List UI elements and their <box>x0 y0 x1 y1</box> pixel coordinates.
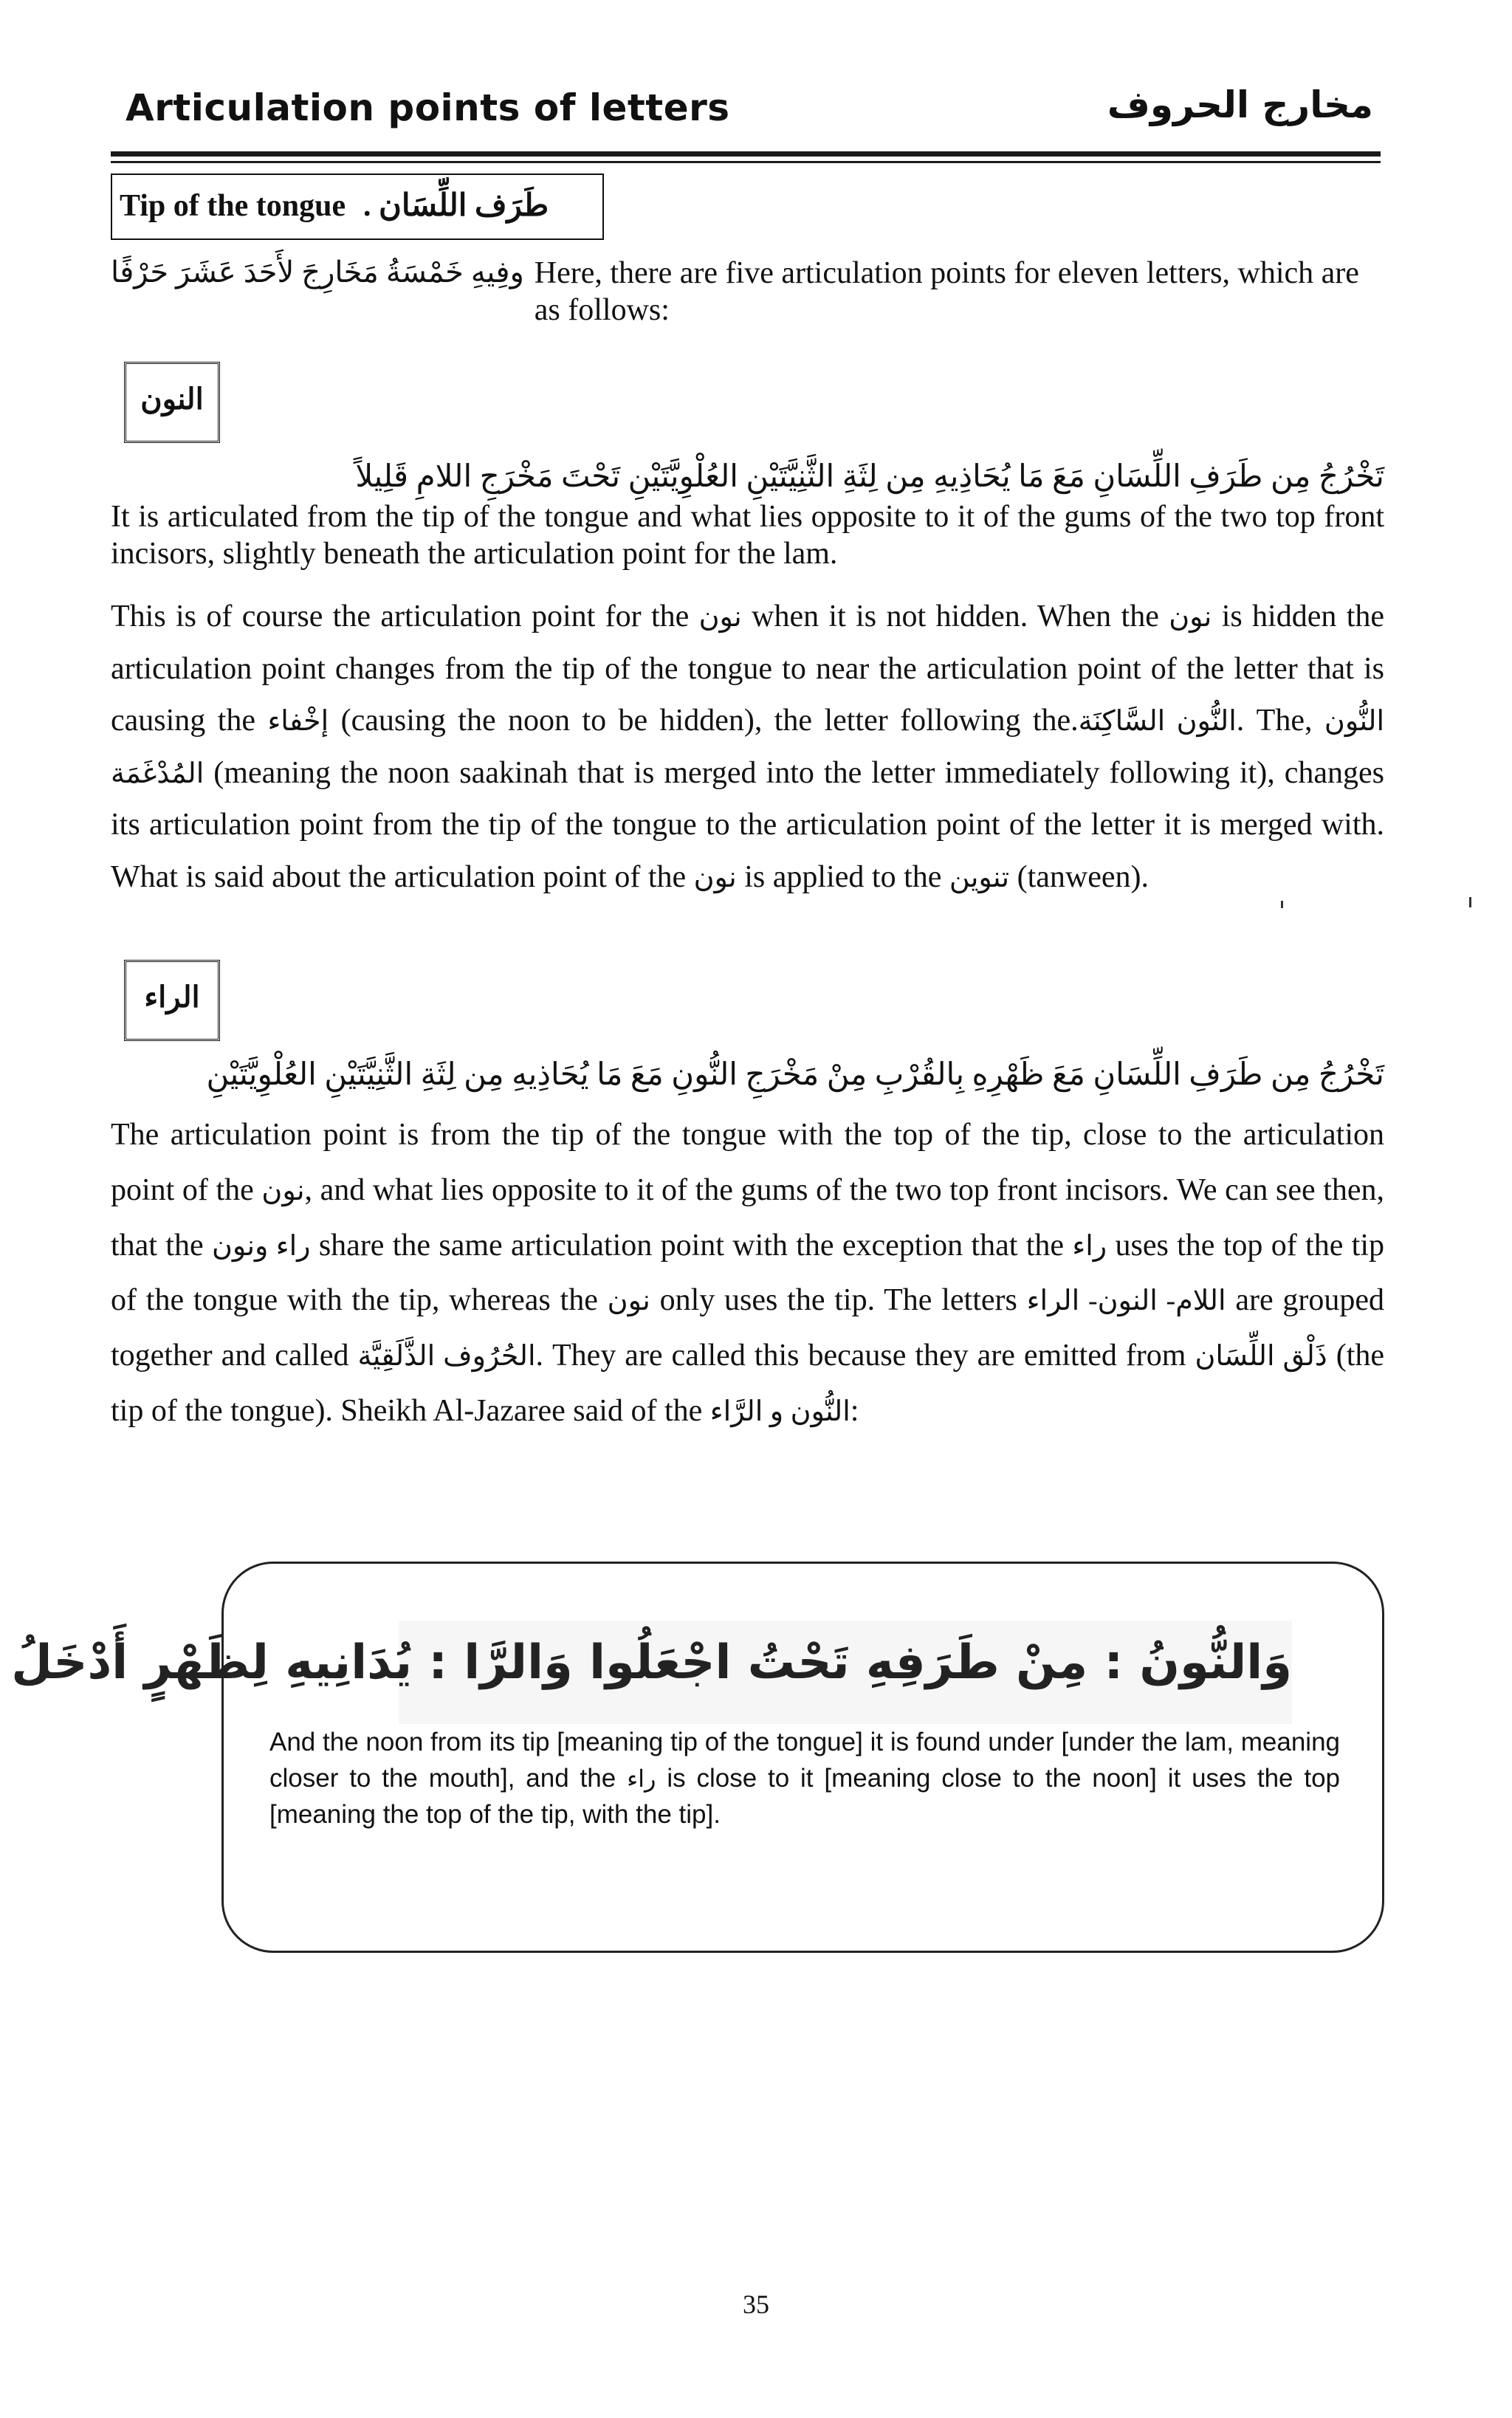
arabic-term: نون <box>1169 602 1212 633</box>
header-rule-thick <box>111 151 1381 157</box>
arabic-term: النُّون و الرَّاء <box>709 1395 850 1427</box>
noon-paragraph-2 <box>111 591 1384 903</box>
text-run: And the noon from its tip [meaning tip of the tongue] it is found under [under the lam, meaning closer to the mouth], and the <box>269 1728 1340 1793</box>
arabic-term: نون <box>693 862 737 893</box>
text-run: is close to it [meaning close to the noon] it uses the top [meaning the top of the tip, with the tip]. <box>269 1764 1340 1829</box>
text-run: : <box>850 1393 859 1428</box>
margin-mark <box>1281 901 1283 908</box>
letter-box-raa-label: الراء <box>144 980 200 1014</box>
margin-mark <box>1469 897 1471 907</box>
arabic-term: راء <box>1072 1230 1107 1262</box>
page-title-arabic: مخارج الحروف <box>1107 83 1373 126</box>
text-run: when it is not hidden. When the <box>752 600 1159 633</box>
noon-paragraph-1: It is articulated from the tip of the tongue and what lies opposite to it of the gums of the two top front incisors, slightly beneath the articulation point for the lam. <box>111 500 1384 571</box>
arabic-term: الحُرُوف الذَّلَقِيَّة <box>357 1341 536 1372</box>
text-run: is applied to the <box>744 859 942 894</box>
text-run: is hidden the articulation point changes from the tip of the tongue to near the articulation point of the letter that is causing the <box>111 600 1385 738</box>
text-run: (the tip of the tongue). Sheikh Al-Jazaree said of the <box>111 1339 1385 1428</box>
arabic-term: اللام- النون- الراء <box>1026 1285 1226 1317</box>
page-title: Articulation points of letters <box>126 86 730 129</box>
intro-arabic: وفِيهِ خَمْسَةُ مَخَارِجَ لأَحَدَ عَشَرَ حَرْفًا <box>111 255 524 289</box>
text-run: . They are called this because they are emitted from <box>535 1339 1186 1373</box>
intro-paragraph <box>111 255 1384 329</box>
arabic-term: النُّون المُدْغَمَة <box>111 706 1385 789</box>
header-rule-thin <box>111 161 1381 163</box>
text-run: uses the top of the tip of the tongue with the tip, whereas the <box>111 1228 1385 1318</box>
raa-paragraph <box>111 1107 1384 1439</box>
arabic-term: نون <box>261 1175 305 1206</box>
noon-arabic-description: تَخْرُجُ مِن طَرَفِ اللِّسَانِ مَعَ مَا يُحَاذِيهِ مِن لِثَةِ الثَّنِيَّتَيْنِ العُلْوِيَّتَيْنِ تَحْتَ مَخْرَجِ اللامِ قَلِيلاً <box>355 460 1384 494</box>
poem-verse-image <box>11 1621 1292 1724</box>
arabic-term: تنوين <box>949 862 1010 893</box>
text-run: only uses the tip. The letters <box>659 1283 1017 1318</box>
text-run: share the same articulation point with the exception that the <box>318 1228 1065 1263</box>
arabic-term: راء ونون <box>211 1230 311 1262</box>
arabic-term: ذَلْق اللِّسَان <box>1195 1341 1327 1372</box>
letter-box-raa <box>124 960 220 1041</box>
text-run: (tanween). <box>1017 859 1149 894</box>
arabic-term: النُّون السَّاكِنَة <box>1078 706 1237 738</box>
arabic-term: نون <box>698 602 742 633</box>
section-heading-arabic: طَرَف اللِّسَان . <box>363 189 549 223</box>
intro-english: Here, there are five articulation points for eleven letters, which are as follows: <box>534 256 1359 328</box>
text-run: are grouped together and called <box>111 1283 1385 1373</box>
arabic-term: إخْفاء <box>267 706 329 738</box>
text-run: This is of course the articulation point for the <box>111 600 690 633</box>
text-run: (causing the noon to be hidden), the letter following the. <box>340 704 1079 738</box>
letter-box-noon-label: النون <box>140 382 204 416</box>
poem-translation <box>269 1724 1340 1833</box>
poem-verse-arabic: وَالنُّونُ : مِنْ طَرَفِهِ تَحْتُ اجْعَلُوا وَالرَّا : يُدَانِيهِ لِظَهْرٍ أَدْخَلُ <box>11 1635 1292 1690</box>
text-run: , and what lies opposite to it of the gums of the two top front incisors. We can see then, that the <box>111 1172 1385 1263</box>
section-heading-box <box>111 174 604 240</box>
text-run: . The, <box>1236 704 1313 738</box>
page-number: 35 <box>743 2290 769 2319</box>
text-run: (meaning the noon saakinah that is merged into the letter immediately following it), changes its articulation point from the tip of the tongue to the articulation point of the letter it is merged with. What is said about the articulation point of the <box>111 755 1384 894</box>
letter-box-noon <box>124 362 220 443</box>
arabic-term: نون <box>607 1285 650 1317</box>
page-header <box>111 78 1381 151</box>
section-heading: Tip of the tongue <box>120 189 346 223</box>
arabic-term: راء <box>627 1765 656 1792</box>
text-run: The articulation point is from the tip of the tongue with the top of the tip, close to the articulation point of the <box>111 1118 1384 1207</box>
raa-arabic-description: تَخْرُجُ مِن طَرَفِ اللِّسَانِ مَعَ ظَهْرِهِ بِالقُرْبِ مِنْ مَخْرَجِ النُّونِ مَعَ مَا يُحَاذِيهِ مِن لِثَةِ الثَّنِيَّتَيْنِ العُلْوِيَّتَيْنِ <box>206 1058 1384 1092</box>
